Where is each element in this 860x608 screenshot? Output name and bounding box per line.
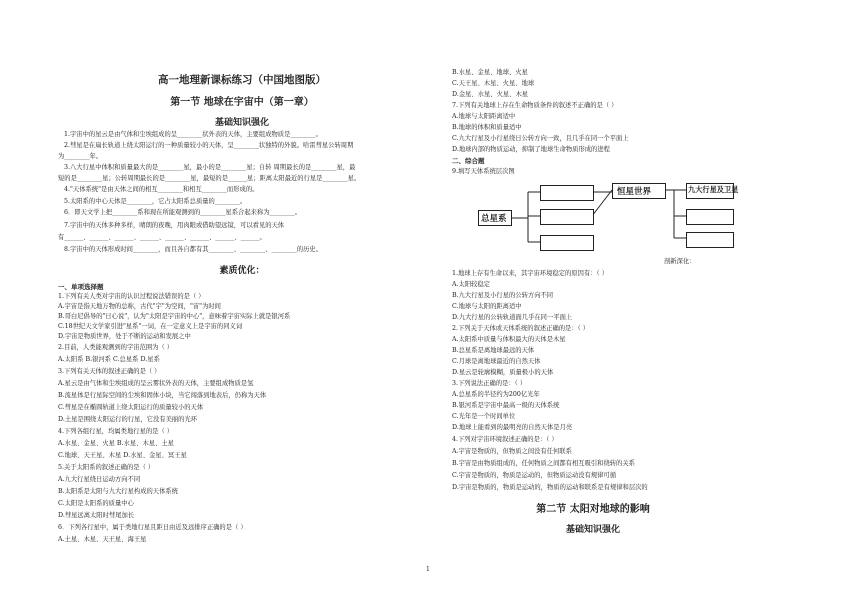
chapter-subtitle: 第一节 地球在宇宙中（第一章） bbox=[170, 97, 314, 108]
question-line: A.九大行星绕日运动方向不同 bbox=[58, 476, 141, 483]
question-line: 2.目前，人类能观测到的宇宙范围为（ ） bbox=[58, 344, 174, 351]
fill-line: 有______、______、______、______、______、______、______、______。 bbox=[58, 234, 266, 241]
question-line: D.金星、水星、火星、木星 bbox=[452, 91, 529, 98]
fill-line: 5.太阳系的中心天体是________，它占太阳系总质量的________。 bbox=[64, 198, 247, 205]
question-line: B.银河系是宇宙中最高一级的天体系统 bbox=[452, 402, 560, 409]
question-line: A.地球与太阳距离适中 bbox=[452, 113, 516, 120]
question-line: C.光年是一个时间单位 bbox=[452, 413, 516, 420]
fill-line: 为________年。 bbox=[58, 153, 103, 160]
question-line: A.宇宙是物质的，但物质之间没有任何联系 bbox=[452, 448, 572, 455]
question-line: 4.下列各组行星，均属类地行星的是（ ） bbox=[58, 428, 174, 435]
question-line: D.宇宙是物质的，物质是运动的，物质的运动和联系是有规律和层次的 bbox=[452, 484, 648, 491]
part-heading-comprehensive: 二、综合题 bbox=[452, 157, 485, 165]
diagram-label-planets: 九大行星及卫星 bbox=[688, 185, 739, 194]
diagram-label-total-galaxy: 总星系 bbox=[481, 214, 507, 224]
fill-line: 短的是________星；公转周期最长的是________星，最短的是______星；距离太阳最近的行星是________星。 bbox=[58, 175, 361, 182]
section-heading-basics: 基础知识强化 bbox=[214, 118, 269, 128]
question-line: D.土星是围绕太阳运行的行星，它没有美丽的光环 bbox=[58, 416, 198, 423]
question-line: 4.下列对宇宙环境叙述正确的是：（ ） bbox=[452, 436, 558, 443]
page-title: 高一地理新课标练习（中国地图版） bbox=[158, 74, 326, 86]
question-line: D.彗星远离太阳时彗尾加长 bbox=[58, 512, 135, 519]
question-line: B.太阳系是太阳与九大行星构成的天体系统 bbox=[58, 488, 178, 495]
question-line: C.九大行星及小行星绕日公转方向一致，且几乎在同一个平面上 bbox=[452, 135, 629, 142]
fill-line: 3.八大行星中体积和质量最大的是________星，最小的是________星；自转 周期最长的是________星，最 bbox=[64, 164, 356, 171]
question-line: D.地球内部的物质运动，抑制了地球生命物质形成的进程 bbox=[452, 146, 610, 153]
diagram-box-blank bbox=[686, 232, 734, 248]
question-line: A.水星、金星、火星 B.水星、木星、土星 bbox=[58, 440, 174, 447]
fill-line: 4."天体系统"是由天体之间的相互________和相互________而形成的。 bbox=[64, 186, 259, 193]
question-line: D.九大行星的公转轨道面几乎在同一平面上 bbox=[452, 314, 573, 321]
question-line: C.天王星、木星、火星、地球 bbox=[452, 80, 535, 87]
diagram-box-blank bbox=[686, 209, 734, 225]
question-line: 1.地球上存有生命以来，其宇宙环境稳定的原因有：（ ） bbox=[452, 270, 608, 277]
question-line: B.总星系是离地球最远的天体 bbox=[452, 347, 535, 354]
question-line: 2.下列关于天体或天体系统的叙述正确的是：（ ） bbox=[452, 325, 590, 332]
question-line: B.水星、金星、地球、火星 bbox=[452, 69, 528, 76]
question-line: D.地球上能看到的最明亮的自然天体是月亮 bbox=[452, 424, 573, 431]
question-line: C.地球与太阳的距离适中 bbox=[452, 303, 522, 310]
diagram-box-blank bbox=[540, 185, 594, 201]
question-line: D.星云是轮廓模糊，质量极小的天体 bbox=[452, 369, 554, 376]
section-title-sun: 第二节 太阳对地球的影响 bbox=[536, 504, 650, 515]
question-line: B.宇宙是由物质组成的，任何物质之间都有相互吸引和绕转的关系 bbox=[452, 460, 635, 467]
question-line: B.流星体是行星际空间的尘埃和固体小块，当它闯落到地表后，仍称为天体 bbox=[58, 392, 267, 399]
question-line: A.土星、木星、天王星、海王星 bbox=[58, 536, 147, 543]
question-line: 5.关于太阳系的叙述正确的是（ ） bbox=[58, 464, 155, 471]
question-line: 6．下列各行星中，属于类地行星且距日由近及远排序正确的是（ ） bbox=[58, 524, 247, 531]
question-line: A.宇宙是指天地万物的总称，古代"宇"为空间，"宙"为时间 bbox=[58, 303, 221, 310]
fill-line: 2.彗星是在扁长轨道上绕太阳运行的一种质量较小的天体，呈________状独特的外貌。哈雷彗星公转周期 bbox=[64, 142, 354, 149]
question-line: 1.下列有关人类对宇宙的认识过程说法错误的是（ ） bbox=[58, 293, 205, 300]
hierarchy-diagram bbox=[452, 182, 739, 254]
question-line: C.宇宙是物质的，物质是运动的，但物质运动没有规律可循 bbox=[452, 472, 617, 479]
question-line: C.月球是离地球最近的自然天体 bbox=[452, 358, 541, 365]
question-line: B.九大行星及小行星的公转方向不同 bbox=[452, 292, 554, 299]
fill-line: 1.宇宙中的星云是由气体和尘埃组成的呈________状外表的天体，主要组成物质是________。 bbox=[64, 131, 322, 138]
deep-heading: 剖新深化： bbox=[664, 258, 696, 265]
question-line: A.太阳系 B.银河系 C.总星系 D.星系 bbox=[58, 356, 160, 363]
section-heading-quality: 素质优化： bbox=[219, 266, 265, 276]
fill-line: 8.宇宙中的天体形成时间________，而且各自都有其________、________、________的历史。 bbox=[64, 246, 322, 253]
question-line: C.18世纪天文学家引进"星系"一词，在一定意义上是宇宙的同义词 bbox=[58, 323, 243, 330]
question-line: B.哥白尼倡导的"日心说"，认为"太阳是宇宙的中心"，意味着宇宙实际上就是银河系 bbox=[58, 313, 291, 320]
part-heading-mcq: 一、单项选择题 bbox=[58, 283, 104, 291]
question-line: C.彗星是在椭圆轨道上绕太阳运行的质量较小的天体 bbox=[58, 404, 204, 411]
question-line: A.太阳较稳定 bbox=[452, 281, 491, 288]
fill-line: 6．即天文学上把________系和现在所能观测到的________星系合起来称为________。 bbox=[64, 209, 301, 216]
diagram-label-stars: 恒星世界 bbox=[617, 187, 652, 197]
question-line: 9.填写天体系统层次图 bbox=[452, 168, 515, 175]
question-line: A.太阳系中质量与体积最大的天体是木星 bbox=[452, 336, 566, 343]
question-line: C.太阳是太阳系的质量中心 bbox=[58, 500, 134, 507]
section-subtitle-basics: 基础知识强化 bbox=[565, 525, 620, 535]
diagram-box-blank bbox=[540, 209, 594, 225]
diagram-box-blank bbox=[540, 235, 594, 251]
question-line: A.星云是由气体和尘埃组成的呈云雾状外表的天体，主要组成物质是氢 bbox=[58, 380, 254, 387]
question-line: C.地球、天王星、木星 D.水星、金星、冥王星 bbox=[58, 452, 187, 459]
question-line: 3.下列有关天体的叙述正确的是（ ） bbox=[58, 368, 161, 375]
question-line: 7.下列有关地球上存在生命物质条件的叙述不正确的是（ ） bbox=[452, 102, 618, 109]
question-line: B.地球的体积和质量适中 bbox=[452, 124, 522, 131]
fill-line: 7.宇宙中的天体多种多样，晴朗的夜晚，用肉眼或借助望远镜，可以看见的天体 bbox=[64, 222, 285, 229]
question-line: 3.下列说法正确的是：（ ） bbox=[452, 380, 527, 387]
question-line: D.宇宙是物质世界，处于不断的运动和发展之中 bbox=[58, 333, 191, 340]
question-line: A.总星系的半径约为200亿光年 bbox=[452, 391, 540, 398]
page-number: 1 bbox=[426, 566, 430, 573]
